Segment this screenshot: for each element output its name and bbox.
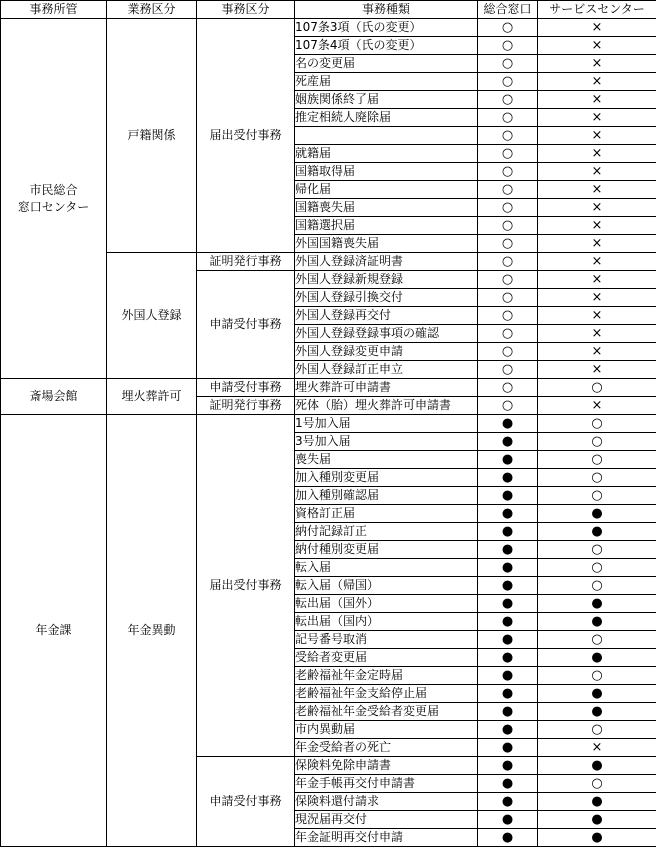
header-business: 業務区分: [107, 1, 197, 19]
general-window-mark: ●: [478, 487, 538, 505]
type-cell: 外国人登録引換交付: [295, 289, 478, 307]
general-window-mark: ○: [478, 343, 538, 361]
type-cell: 推定相続人廃除届: [295, 109, 478, 127]
service-center-mark: ●: [538, 757, 656, 775]
general-window-mark: ●: [478, 739, 538, 757]
type-cell: 107条3項（氏の変更）: [295, 19, 478, 37]
service-center-mark: ●: [538, 703, 656, 721]
business-cell: 戸籍関係: [107, 19, 197, 253]
general-window-mark: ○: [478, 55, 538, 73]
general-window-mark: ●: [478, 721, 538, 739]
general-window-mark: ○: [478, 325, 538, 343]
type-cell: 加入種別変更届: [295, 469, 478, 487]
office-cell: 斎場会館: [1, 379, 107, 415]
type-cell: 外国人登録訂正申立: [295, 361, 478, 379]
type-cell: 帰化届: [295, 181, 478, 199]
type-cell: 転出届（国内）: [295, 613, 478, 631]
general-window-mark: ○: [478, 163, 538, 181]
service-center-mark: ○: [538, 721, 656, 739]
service-center-mark: ×: [538, 289, 656, 307]
general-window-mark: ●: [478, 793, 538, 811]
type-cell: 就籍届: [295, 145, 478, 163]
service-center-mark: ×: [538, 37, 656, 55]
general-window-mark: ○: [478, 199, 538, 217]
type-cell: 保険料還付請求: [295, 793, 478, 811]
type-cell: 老齢福祉年金定時届: [295, 667, 478, 685]
service-center-mark: ●: [538, 595, 656, 613]
service-center-mark: ×: [538, 343, 656, 361]
type-cell: 年金証明再交付申請: [295, 829, 478, 847]
type-cell: 転入届: [295, 559, 478, 577]
type-cell: 納付種別変更届: [295, 541, 478, 559]
service-center-mark: ×: [538, 163, 656, 181]
general-window-mark: ●: [478, 415, 538, 433]
office-cell: 市民総合 窓口センター: [1, 19, 107, 379]
type-cell: 保険料免除申請書: [295, 757, 478, 775]
type-cell: 喪失届: [295, 451, 478, 469]
business-cell: 年金異動: [107, 415, 197, 847]
general-window-mark: ●: [478, 811, 538, 829]
work-cell: 届出受付事務: [197, 19, 295, 253]
service-center-mark: ×: [538, 19, 656, 37]
service-center-mark: ○: [538, 577, 656, 595]
service-center-mark: ×: [538, 235, 656, 253]
service-center-mark: ●: [538, 793, 656, 811]
service-center-mark: ×: [538, 73, 656, 91]
work-cell: 証明発行事務: [197, 253, 295, 271]
type-cell: 外国人登録新規登録: [295, 271, 478, 289]
service-center-mark: ×: [538, 253, 656, 271]
service-center-mark: ○: [538, 487, 656, 505]
service-center-mark: ×: [538, 55, 656, 73]
service-center-mark: ×: [538, 397, 656, 415]
header-type: 事務種類: [295, 1, 478, 19]
general-window-mark: ●: [478, 775, 538, 793]
type-cell: 納付記録訂正: [295, 523, 478, 541]
general-window-mark: ●: [478, 649, 538, 667]
general-window-mark: ○: [478, 235, 538, 253]
type-cell: 転入届（帰国）: [295, 577, 478, 595]
type-cell: 年金手帳再交付申請書: [295, 775, 478, 793]
type-cell: 外国人登録再交付: [295, 307, 478, 325]
service-center-mark: ●: [538, 811, 656, 829]
service-center-mark: ×: [538, 361, 656, 379]
type-cell: 死産届: [295, 73, 478, 91]
service-center-mark: ●: [538, 829, 656, 847]
work-cell: 届出受付事務: [197, 415, 295, 757]
type-cell: 1号加入届: [295, 415, 478, 433]
type-cell: 名の変更届: [295, 55, 478, 73]
general-window-mark: ○: [478, 397, 538, 415]
work-cell: 申請受付事務: [197, 379, 295, 397]
general-window-mark: ●: [478, 613, 538, 631]
type-cell: 外国人登録済証明書: [295, 253, 478, 271]
type-cell: 老齢福祉年金受給者変更届: [295, 703, 478, 721]
general-window-mark: ○: [478, 37, 538, 55]
header-general-window: 総合窓口: [478, 1, 538, 19]
service-center-mark: ×: [538, 325, 656, 343]
type-cell: 記号番号取消: [295, 631, 478, 649]
general-window-mark: ○: [478, 145, 538, 163]
type-cell: 転出届（国外）: [295, 595, 478, 613]
general-window-mark: ●: [478, 577, 538, 595]
type-cell: 資格訂正届: [295, 505, 478, 523]
service-center-mark: ○: [538, 451, 656, 469]
table-body: [1, 19, 656, 847]
service-center-mark: ○: [538, 379, 656, 397]
type-cell: 姻族関係終了届: [295, 91, 478, 109]
general-window-mark: ○: [478, 217, 538, 235]
type-cell: 外国国籍喪失届: [295, 235, 478, 253]
type-cell: 国籍喪失届: [295, 199, 478, 217]
service-center-mark: ○: [538, 667, 656, 685]
service-center-mark: ●: [538, 505, 656, 523]
type-cell: 埋火葬許可申請書: [295, 379, 478, 397]
service-center-mark: ×: [538, 127, 656, 145]
service-center-mark: ×: [538, 217, 656, 235]
service-center-mark: ×: [538, 181, 656, 199]
type-cell: 外国人登録登録事項の確認: [295, 325, 478, 343]
service-center-mark: ○: [538, 415, 656, 433]
work-cell: 申請受付事務: [197, 271, 295, 379]
type-cell: 市内異動届: [295, 721, 478, 739]
general-window-mark: ●: [478, 469, 538, 487]
service-center-mark: ○: [538, 469, 656, 487]
service-center-mark: ○: [538, 631, 656, 649]
table-row: [1, 379, 656, 397]
general-window-mark: ●: [478, 595, 538, 613]
general-window-mark: ○: [478, 271, 538, 289]
header-service-center: サービスセンター: [538, 1, 656, 19]
general-window-mark: ○: [478, 19, 538, 37]
general-window-mark: ●: [478, 829, 538, 847]
general-window-mark: ●: [478, 757, 538, 775]
general-window-mark: ○: [478, 181, 538, 199]
type-cell: 107条4項（氏の変更）: [295, 37, 478, 55]
business-cell: 外国人登録: [107, 253, 197, 379]
service-center-mark: ×: [538, 199, 656, 217]
service-center-mark: ×: [538, 739, 656, 757]
type-cell: 加入種別確認届: [295, 487, 478, 505]
general-window-mark: ○: [478, 73, 538, 91]
general-window-mark: ○: [478, 253, 538, 271]
general-window-mark: ○: [478, 109, 538, 127]
type-cell: 国籍選択届: [295, 217, 478, 235]
general-window-mark: ●: [478, 451, 538, 469]
general-window-mark: ●: [478, 433, 538, 451]
service-center-mark: ○: [538, 541, 656, 559]
header-work: 事務区分: [197, 1, 295, 19]
type-cell: [295, 127, 478, 145]
service-center-mark: ●: [538, 523, 656, 541]
general-window-mark: ●: [478, 703, 538, 721]
service-center-mark: ×: [538, 307, 656, 325]
service-center-mark: ○: [538, 559, 656, 577]
general-window-mark: ●: [478, 541, 538, 559]
general-window-mark: ○: [478, 91, 538, 109]
type-cell: 年金受給者の死亡: [295, 739, 478, 757]
service-center-mark: ●: [538, 613, 656, 631]
type-cell: 外国人登録変更申請: [295, 343, 478, 361]
general-window-mark: ●: [478, 667, 538, 685]
type-cell: 現況届再交付: [295, 811, 478, 829]
service-center-mark: ×: [538, 271, 656, 289]
type-cell: 国籍取得届: [295, 163, 478, 181]
type-cell: 受給者変更届: [295, 649, 478, 667]
work-cell: 申請受付事務: [197, 757, 295, 847]
service-center-mark: ○: [538, 433, 656, 451]
general-window-mark: ●: [478, 685, 538, 703]
service-center-mark: ●: [538, 685, 656, 703]
header-row: [1, 1, 656, 19]
general-window-mark: ○: [478, 307, 538, 325]
table-row: [1, 19, 656, 37]
office-cell: 年金課: [1, 415, 107, 847]
general-window-mark: ●: [478, 505, 538, 523]
service-center-mark: ×: [538, 109, 656, 127]
work-cell: 証明発行事務: [197, 397, 295, 415]
general-window-mark: ○: [478, 361, 538, 379]
service-center-mark: ×: [538, 91, 656, 109]
type-cell: 死体（胎）埋火葬許可申請書: [295, 397, 478, 415]
general-window-mark: ●: [478, 523, 538, 541]
service-center-mark: ×: [538, 145, 656, 163]
table-row: [1, 415, 656, 433]
header-office: 事務所管: [1, 1, 107, 19]
general-window-mark: ○: [478, 127, 538, 145]
type-cell: 3号加入届: [295, 433, 478, 451]
type-cell: 老齢福祉年金支給停止届: [295, 685, 478, 703]
general-window-mark: ●: [478, 559, 538, 577]
service-center-mark: ●: [538, 649, 656, 667]
service-center-mark: ○: [538, 775, 656, 793]
business-cell: 埋火葬許可: [107, 379, 197, 415]
general-window-mark: ○: [478, 379, 538, 397]
general-window-mark: ●: [478, 631, 538, 649]
general-window-mark: ○: [478, 289, 538, 307]
